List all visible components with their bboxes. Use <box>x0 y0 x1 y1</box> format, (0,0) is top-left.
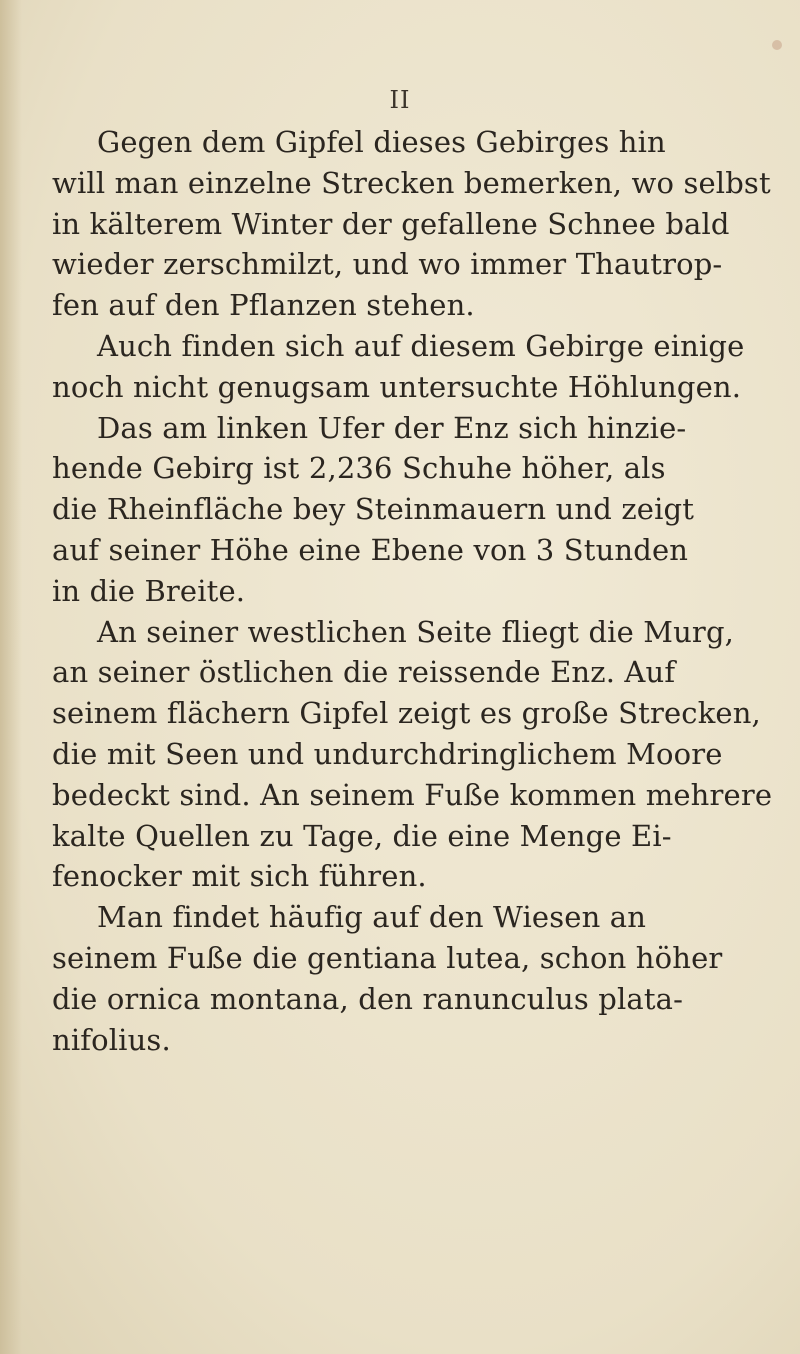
text-line: Gegen dem Gipfel dieses Gebirges hin <box>97 125 666 159</box>
page-number: II <box>389 86 411 114</box>
text-line: auf seiner Höhe eine Ebene von 3 Stunden <box>52 532 689 567</box>
paper-stain <box>772 40 782 50</box>
text-line: fenocker mit sich führen. <box>52 859 427 894</box>
text-line: die Rheinfläche bey Steinmauern und zeigt <box>52 492 695 527</box>
text-line: in kälterem Winter der gefallene Schnee bald <box>52 206 730 241</box>
text-line: An seiner westlichen Seite fliegt die Murg, <box>97 614 735 649</box>
text-line: wieder zerschmilzt, und wo immer Thautrop- <box>52 247 723 282</box>
text-line: seinem Fuße die gentiana lutea, schon höher <box>52 940 723 975</box>
text-line: nifolius. <box>52 1022 171 1057</box>
text-line: Auch finden sich auf diesem Gebirge einige <box>97 328 745 363</box>
text-line: will man einzelne Strecken bemerken, wo selbst <box>52 165 771 200</box>
body-text <box>52 122 787 1060</box>
text-line: fen auf den Pflanzen stehen. <box>52 288 475 323</box>
text-line: kalte Quellen zu Tage, die eine Menge Ei- <box>52 818 672 853</box>
text-line: bedeckt sind. An seinem Fuße kommen mehrere <box>52 777 773 812</box>
text-line: die mit Seen und undurchdringlichem Moore <box>52 736 723 771</box>
text-line: Das am linken Ufer der Enz sich hinzie- <box>97 410 687 445</box>
text-line: seinem flächern Gipfel zeigt es große Strecken, <box>52 696 761 731</box>
text-line: noch nicht genugsam untersuchte Höhlungen. <box>52 369 742 404</box>
text-line: die ornica montana, den ranunculus plata- <box>52 981 684 1016</box>
text-line: an seiner östlichen die reissende Enz. Auf <box>52 655 676 690</box>
text-line: Man findet häufig auf den Wiesen an <box>97 900 647 935</box>
text-line: hende Gebirg ist 2,236 Schuhe höher, als <box>52 451 666 486</box>
page-gutter-shadow <box>0 0 22 1354</box>
text-line: in die Breite. <box>52 573 246 608</box>
